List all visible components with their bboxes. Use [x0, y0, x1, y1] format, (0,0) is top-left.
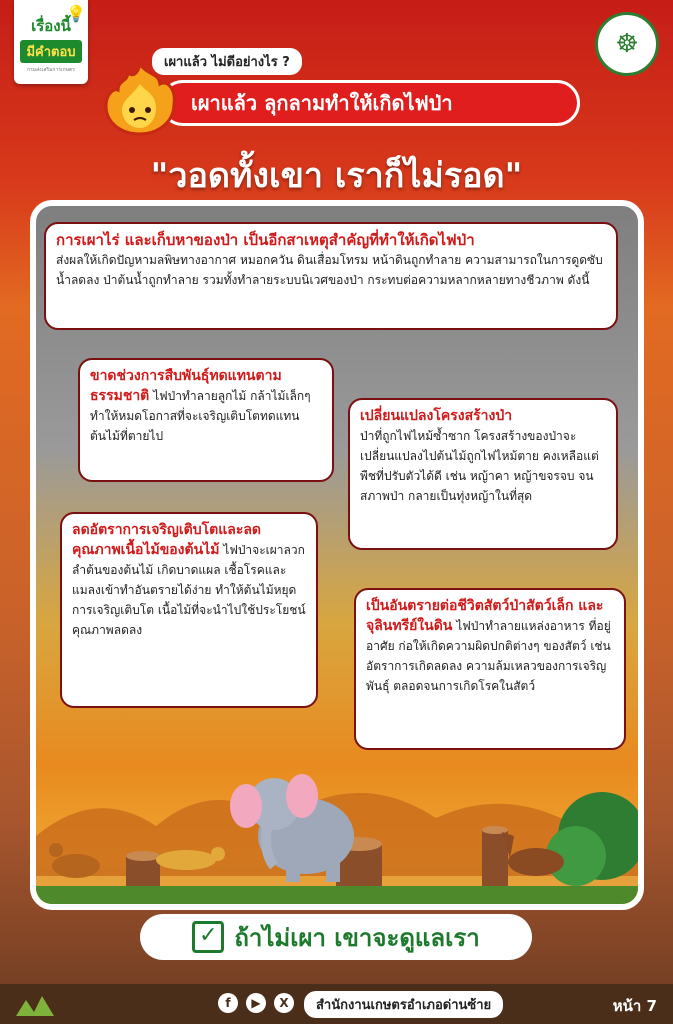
point-title: เปลี่ยนแปลงโครงสร้างป่า	[360, 408, 513, 424]
badge-line2: มีคำตอบ	[20, 40, 81, 63]
intro-title: การเผาไร่ และเก็บหาของป่า เป็นอีกสาเหตุสำคัญที่ทำให้เกิดไฟป่า	[56, 231, 475, 249]
page-number: หน้า 7	[612, 997, 657, 1015]
point-box	[348, 398, 618, 550]
tree-icon	[546, 792, 638, 886]
slogan: "วอดทั้งเขา เราก็ไม่รอด"	[150, 156, 523, 196]
point-title: ลดอัตราการเจริญเติบโตและลดคุณภาพเนื้อไม้ของต้นไม้	[72, 522, 262, 558]
badge-line3: กรมส่งเสริมการเกษตร	[27, 67, 75, 73]
youtube-icon[interactable]: ▶	[246, 993, 266, 1013]
point-body: ป่าที่ถูกไฟไหม้ซ้ำซาก โครงสร้างของป่าจะเปลี่ยนแปลงไปต้นไม้ถูกไฟไหม้ตาย คงเหลือแต่พืชที่ปรับตัวได้ดี เช่น หญ้าคา หญ้าขจรจบ จนสภาพป่า กลายเป็นทุ่งหญ้าในที่สุด	[360, 429, 599, 503]
brand-badge	[14, 0, 88, 84]
content-panel	[30, 200, 644, 910]
point-body: ไฟป่าทำลายลูกไม้ กล้าไม้เล็กๆ ทำให้หมดโอกาสที่จะเจริญเติบโตทดแทนต้นไม้ที่ตายไป	[90, 389, 311, 443]
facebook-icon[interactable]: f	[218, 993, 238, 1013]
point-title: เป็นอันตรายต่อชีวิตสัตว์ป่าสัตว์เล็ก และจุลินทรีย์ในดิน	[366, 598, 604, 634]
point-box	[78, 358, 334, 482]
x-icon[interactable]: X	[274, 993, 294, 1013]
question-label: เผาแล้ว ไม่ดีอย่างไร ?	[152, 48, 302, 75]
mountain-logo-icon	[16, 994, 54, 1016]
stump-icon	[126, 851, 160, 886]
burning-forest-illustration	[36, 726, 638, 906]
department-seal-icon: ☸	[595, 12, 659, 76]
cta-text: ถ้าไม่เผา เขาจะดูแลเรา	[234, 923, 480, 952]
call-to-action	[140, 914, 532, 960]
headline-banner: เผาแล้ว ลุกลามทำให้เกิดไฟป่า	[160, 80, 580, 126]
point-body: ไฟป่าจะเผาลวกลำต้นของต้นไม้ เกิดบาดแผล เชื้อโรคและแมลงเข้าทำอันตรายได้ง่าย ทำให้ต้นไม้หยุดการเจริญเติบโต เนื้อไม้ที่จะนำไปใช้ประโยชน์คุณภาพลดลง	[72, 543, 306, 637]
point-box	[60, 512, 318, 708]
checkbox-icon: ✓	[192, 921, 224, 953]
office-name: สำนักงานเกษตรอำเภอด่านซ้าย	[304, 991, 503, 1018]
point-title: ขาดช่วงการสืบพันธุ์ทดแทนตามธรรมชาติ	[90, 368, 282, 404]
fire-mascot-icon	[98, 62, 182, 136]
intro-box	[44, 222, 618, 330]
footer-bar	[0, 984, 673, 1024]
lightbulb-icon: 💡	[66, 4, 86, 23]
point-body: ไฟป่าทำลายแหล่งอาหาร ที่อยู่อาศัย ก่อให้เกิดความผิดปกติต่างๆ ของสัตว์ เช่น อัตราการเกิดลดลง ความล้มเหลวของการเจริญพันธุ์ ตลอดจนการเกิดโรคในสัตว์	[366, 619, 611, 693]
badge-line1: เรื่องนี้	[31, 17, 71, 35]
intro-body: ส่งผลให้เกิดปัญหามลพิษทางอากาศ หมอกควัน ดินเสื่อมโทรม หน้าดินถูกทำลาย ความสามารถในการดูดซับน้ำลดลง ป่าต้นน้ำถูกทำลาย รวมทั้งทำลายระบบนิเวศของป่า กระทบต่อความหลากหลายทางชีวภาพ ดังนี้	[56, 253, 603, 287]
